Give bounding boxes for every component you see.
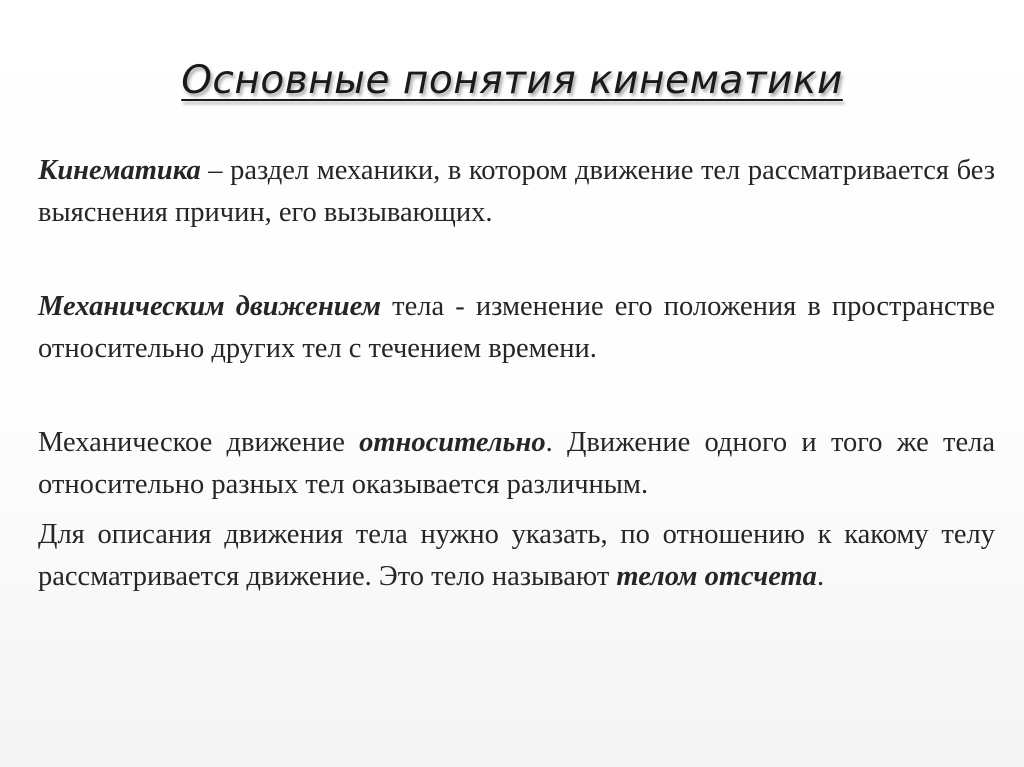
paragraph-mechanical-motion-definition	[38, 286, 995, 370]
term-mechanical-motion: Механическим движением	[38, 291, 382, 322]
term-relative: относительно	[359, 427, 546, 458]
paragraph-text: – раздел механики, в котором движение тел рассматривается без выяснения причин, его вызывающих.	[38, 155, 995, 228]
slide-title: Основные понятия кинематики	[181, 58, 843, 103]
paragraph-text: тела - изменение его положения в пространстве относительно других тел с течением времени.	[38, 291, 995, 364]
paragraph-kinematics-definition	[38, 150, 995, 234]
paragraph-text-before: Механическое движение	[38, 427, 360, 458]
paragraph-relativity	[38, 422, 995, 506]
paragraph-text-before: Для описания движения тела нужно указать, по отношению к какому телу рассматривается движение. Это тело называют	[38, 519, 995, 592]
paragraph-reference-body	[38, 514, 995, 598]
term-kinematics: Кинематика	[38, 155, 201, 186]
slide-content	[38, 150, 995, 598]
paragraph-text-after: . Движение одного и того же тела относительно разных тел оказывается различным.	[38, 427, 995, 500]
paragraph-text-after: .	[816, 561, 825, 592]
term-reference-body: телом отсчета	[616, 561, 817, 592]
